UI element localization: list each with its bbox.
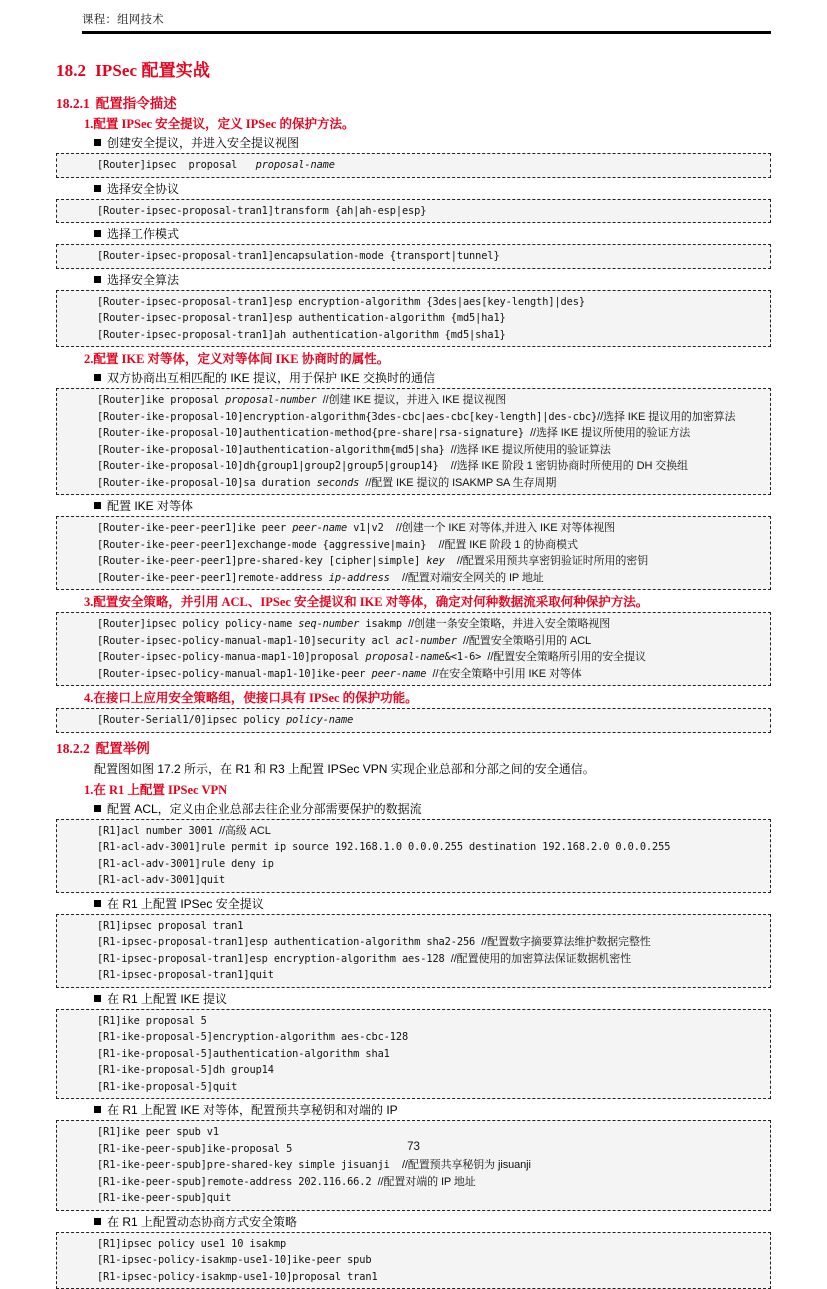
page-footer [0,1141,827,1153]
bullet-item [56,134,771,151]
code-line: [Router-ipsec-policy-manual-map1-10]security acl acl-number //配置安全策略引用的 ACL [57,633,770,650]
code-line: [R1-ipsec-proposal-tran1]esp authentication-algorithm sha2-256 //配置数字摘要算法维护数据完整性 [57,934,770,951]
code-line: [R1]acl number 3001 //高级 ACL [57,823,770,840]
code-block [56,516,771,590]
bullet-label: 创建安全提议，并进入安全提议视图 [107,136,299,150]
code-line: [R1-ipsec-proposal-tran1]quit [57,967,770,984]
bullet-label: 选择安全协议 [107,182,179,196]
subsection-number-1: 18.2.1 [56,96,90,111]
code-block [56,244,771,269]
code-line: [Router-ike-proposal-10]authentication-algorithm{md5|sha} //选择 IKE 提议所使用的验证算法 [57,442,770,459]
section-title: IPSec 配置实战 [95,61,210,80]
intro-paragraph: 配置图如图 17.2 所示，在 R1 和 R3 上配置 IPSec VPN 实现企业总部和分部之间的安全通信。 [56,760,771,777]
code-line: [Router-ike-proposal-10]dh{group1|group2|group5|group14} //选择 IKE 阶段 1 密钥协商时所使用的 DH 交换组 [57,458,770,475]
code-line: [Router-ipsec-proposal-tran1]esp authentication-algorithm {md5|ha1} [57,310,770,327]
code-block [56,1009,771,1100]
square-bullet-icon [94,139,101,146]
code-block [56,1232,771,1289]
square-bullet-icon [94,805,101,812]
code-line: [Router-ike-peer-peer1]remote-address ip-address //配置对端安全网关的 IP 地址 [57,570,770,587]
step-label: 1.配置 IPSec 安全提议，定义 IPSec 的保护方法。 [56,114,771,132]
subsection-heading-2 [56,737,771,757]
step-label: 2.配置 IKE 对等体，定义对等体间 IKE 协商时的属性。 [56,349,771,367]
subsection-number-2: 18.2.2 [56,741,90,756]
square-bullet-icon [94,1218,101,1225]
code-line: [Router-ipsec-proposal-tran1]transform {ah|ah-esp|esp} [57,203,770,220]
code-line: [Router-ike-peer-peer1]exchange-mode {aggressive|main} //配置 IKE 阶段 1 的协商模式 [57,537,770,554]
code-line: [R1]ipsec proposal tran1 [57,918,770,935]
subsection-title-2: 配置举例 [96,741,150,756]
bullet-label: 在 R1 上配置 IKE 对等体，配置预共享秘钥和对端的 IP [107,1103,398,1117]
code-block [56,819,771,893]
code-line: [R1-ipsec-policy-isakmp-use1-10]ike-peer spub [57,1252,770,1269]
bullet-label: 在 R1 上配置 IKE 提议 [107,992,227,1006]
code-line: [R1-ike-peer-spub]remote-address 202.116.66.2 //配置对端的 IP 地址 [57,1174,770,1191]
code-line: [Router-ike-proposal-10]encryption-algorithm{3des-cbc|aes-cbc[key-length]|des-cbc}//选择 IKE 提议用的加密算法 [57,409,770,426]
step-label: 3.配置安全策略，并引用 ACL、IPSec 安全提议和 IKE 对等体，确定对何种数据流采取何种保护方法。 [56,592,771,610]
code-line: [R1]ike proposal 5 [57,1013,770,1030]
code-line: [Router-ipsec-policy-manua-map1-10]proposal proposal-name&<1-6> //配置安全策略所引用的安全提议 [57,649,770,666]
running-header [0,0,827,27]
code-line: [R1-ike-peer-spub]pre-shared-key simple jisuanji //配置预共享秘钥为 jisuanji [57,1157,770,1174]
code-line: [R1-ipsec-policy-isakmp-use1-10]proposal tran1 [57,1269,770,1286]
square-bullet-icon [94,1106,101,1113]
code-line: [Router-ike-proposal-10]sa duration seconds //配置 IKE 提议的 ISAKMP SA 生存周期 [57,475,770,492]
section-number: 18.2 [56,61,86,80]
step-label: 1.在 R1 上配置 IPSec VPN [56,780,771,798]
square-bullet-icon [94,502,101,509]
square-bullet-icon [94,276,101,283]
code-line: [R1-ike-proposal-5]dh group14 [57,1062,770,1079]
bullet-label: 在 R1 上配置动态协商方式安全策略 [107,1215,297,1229]
page-number: 73 [407,1141,420,1153]
code-line: [Router]ike proposal proposal-number //创建 IKE 提议，并进入 IKE 提议视图 [57,392,770,409]
code-line: [R1-ipsec-proposal-tran1]esp encryption-algorithm aes-128 //配置使用的加密算法保证数据机密性 [57,951,770,968]
course-label: 课程：组网技术 [82,14,164,26]
square-bullet-icon [94,374,101,381]
code-block [56,153,771,178]
bullet-item [56,497,771,514]
bullet-item [56,369,771,386]
bullet-item [56,271,771,288]
code-line: [R1-ike-peer-spub]ike-proposal 5 [57,1141,770,1158]
code-line: [Router-Serial1/0]ipsec policy policy-name [57,712,770,729]
bullet-item [56,895,771,912]
bullet-label: 在 R1 上配置 IPSec 安全提议 [107,897,264,911]
square-bullet-icon [94,900,101,907]
code-line: [Router-ipsec-proposal-tran1]ah authentication-algorithm {md5|sha1} [57,327,770,344]
step-label: 4.在接口上应用安全策略组，使接口具有 IPSec 的保护功能。 [56,688,771,706]
code-block [56,388,771,495]
bullet-label: 选择安全算法 [107,273,179,287]
code-line: [Router-ike-peer-peer1]ike peer peer-name v1|v2 //创建一个 IKE 对等体,并进入 IKE 对等体视图 [57,520,770,537]
code-line: [Router-ipsec-policy-manual-map1-10]ike-peer peer-name //在安全策略中引用 IKE 对等体 [57,666,770,683]
code-line: [Router]ipsec policy policy-name seq-number isakmp //创建一条安全策略，并进入安全策略视图 [57,616,770,633]
code-line: [R1-acl-adv-3001]rule deny ip [57,856,770,873]
bullet-label: 选择工作模式 [107,227,179,241]
code-block [56,290,771,348]
code-line: [Router-ike-peer-peer1]pre-shared-key [cipher|simple] key //配置采用预共享密钥验证时所用的密钥 [57,553,770,570]
code-line: [R1-acl-adv-3001]quit [57,872,770,889]
code-block [56,1120,771,1211]
code-line: [Router-ipsec-proposal-tran1]esp encryption-algorithm {3des|aes[key-length]|des} [57,294,770,311]
code-line: [R1]ike peer spub v1 [57,1124,770,1141]
document-body [0,34,827,1289]
bullet-item [56,225,771,242]
code-block [56,914,771,988]
code-line: [R1-acl-adv-3001]rule permit ip source 192.168.1.0 0.0.0.255 destination 192.168.2.0 0.0.0.255 [57,839,770,856]
bullet-item [56,1213,771,1230]
code-line: [R1-ike-proposal-5]encryption-algorithm aes-cbc-128 [57,1029,770,1046]
subsection-heading-1 [56,92,771,112]
code-line: [R1-ike-proposal-5]quit [57,1079,770,1096]
bullet-label: 双方协商出互相匹配的 IKE 提议，用于保护 IKE 交换时的通信 [107,371,435,385]
code-block [56,708,771,733]
bullet-label: 配置 ACL，定义由企业总部去往企业分部需要保护的数据流 [107,802,422,816]
code-line: [R1-ike-peer-spub]quit [57,1190,770,1207]
code-block [56,199,771,224]
code-line: [R1-ike-proposal-5]authentication-algorithm sha1 [57,1046,770,1063]
code-line: [Router-ipsec-proposal-tran1]encapsulation-mode {transport|tunnel} [57,248,770,265]
bullet-label: 配置 IKE 对等体 [107,499,193,513]
section-heading [56,56,771,81]
square-bullet-icon [94,185,101,192]
bullet-item [56,1101,771,1118]
code-line: [R1]ipsec policy use1 10 isakmp [57,1236,770,1253]
subsection-title-1: 配置指令描述 [96,96,177,111]
bullet-item [56,800,771,817]
square-bullet-icon [94,230,101,237]
code-line: [Router-ike-proposal-10]authentication-method{pre-share|rsa-signature} //选择 IKE 提议所使用的验证方法 [57,425,770,442]
bullet-item [56,990,771,1007]
square-bullet-icon [94,995,101,1002]
code-line: [Router]ipsec proposal proposal-name [57,157,770,174]
code-block [56,612,771,686]
bullet-item [56,180,771,197]
